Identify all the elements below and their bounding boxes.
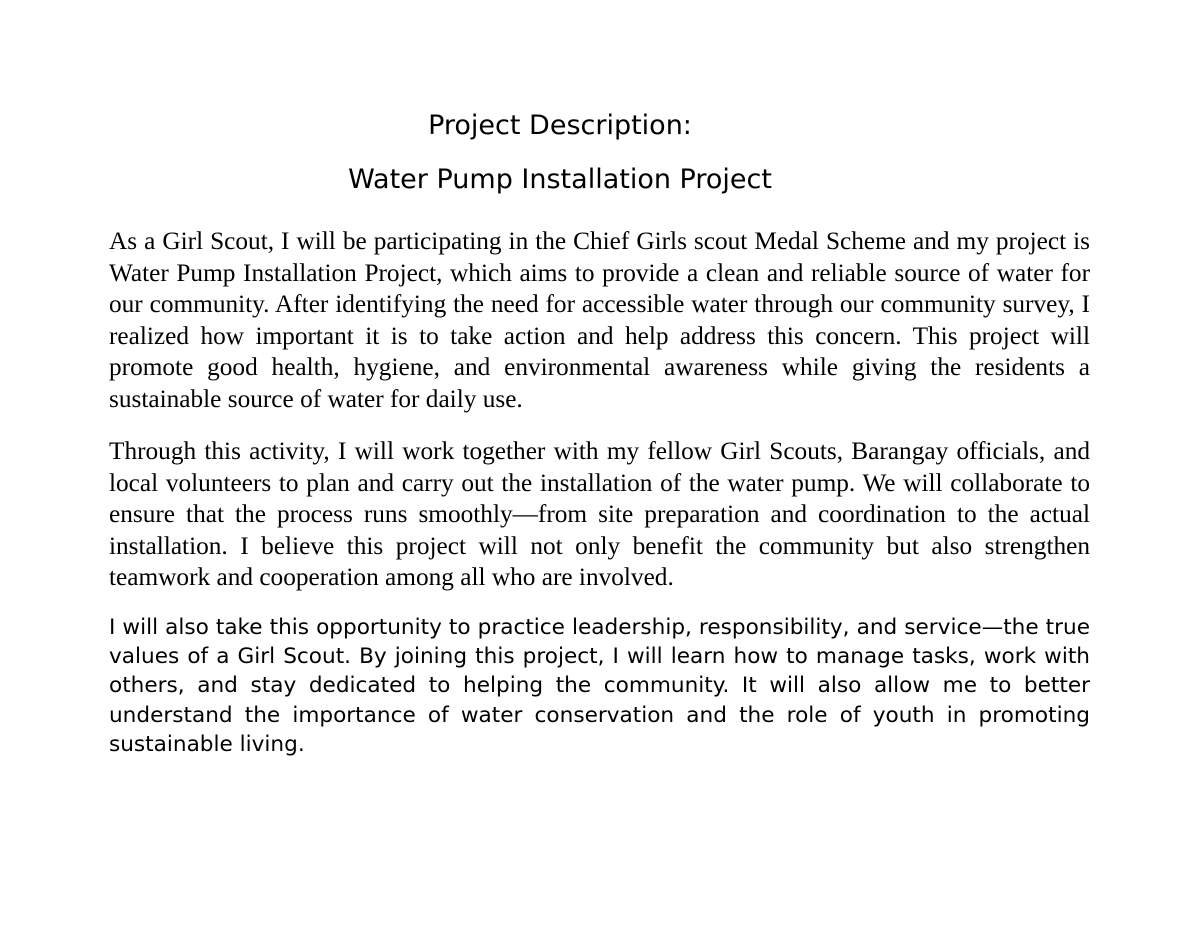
paragraph-values: I will also take this opportunity to practice leadership, responsibility, and service—the true values of a Girl Scout. By joining this project, I will learn how to manage tasks, work with others, and stay dedicated to helping the community. It will also allow me to better understand the importance of water conservation and the role of youth in promoting sustainable living.: [109, 615, 1090, 757]
paragraph-collaboration: Through this activity, I will work together with my fellow Girl Scouts, Barangay officials, and local volunteers to plan and carry out the installation of the water pump. We will collaborate to ensure that the process runs smoothly—from site preparation and coordination to the actual installation. I believe this project will not only benefit the community but also strengthen teamwork and cooperation among all who are involved.: [109, 437, 1090, 591]
project-title: Water Pump Installation Project: [348, 164, 772, 195]
page-title: Project Description:: [428, 110, 692, 141]
paragraph-intro: As a Girl Scout, I will be participating in the Chief Girls scout Medal Scheme and my project is Water Pump Installation Project, which aims to provide a clean and reliable source of water for our community. After identifying the need for accessible water through our community survey, I realized how important it is to take action and help address this concern. This project will promote good health, hygiene, and environmental awareness while giving the residents a sustainable source of water for daily use.: [109, 227, 1090, 413]
